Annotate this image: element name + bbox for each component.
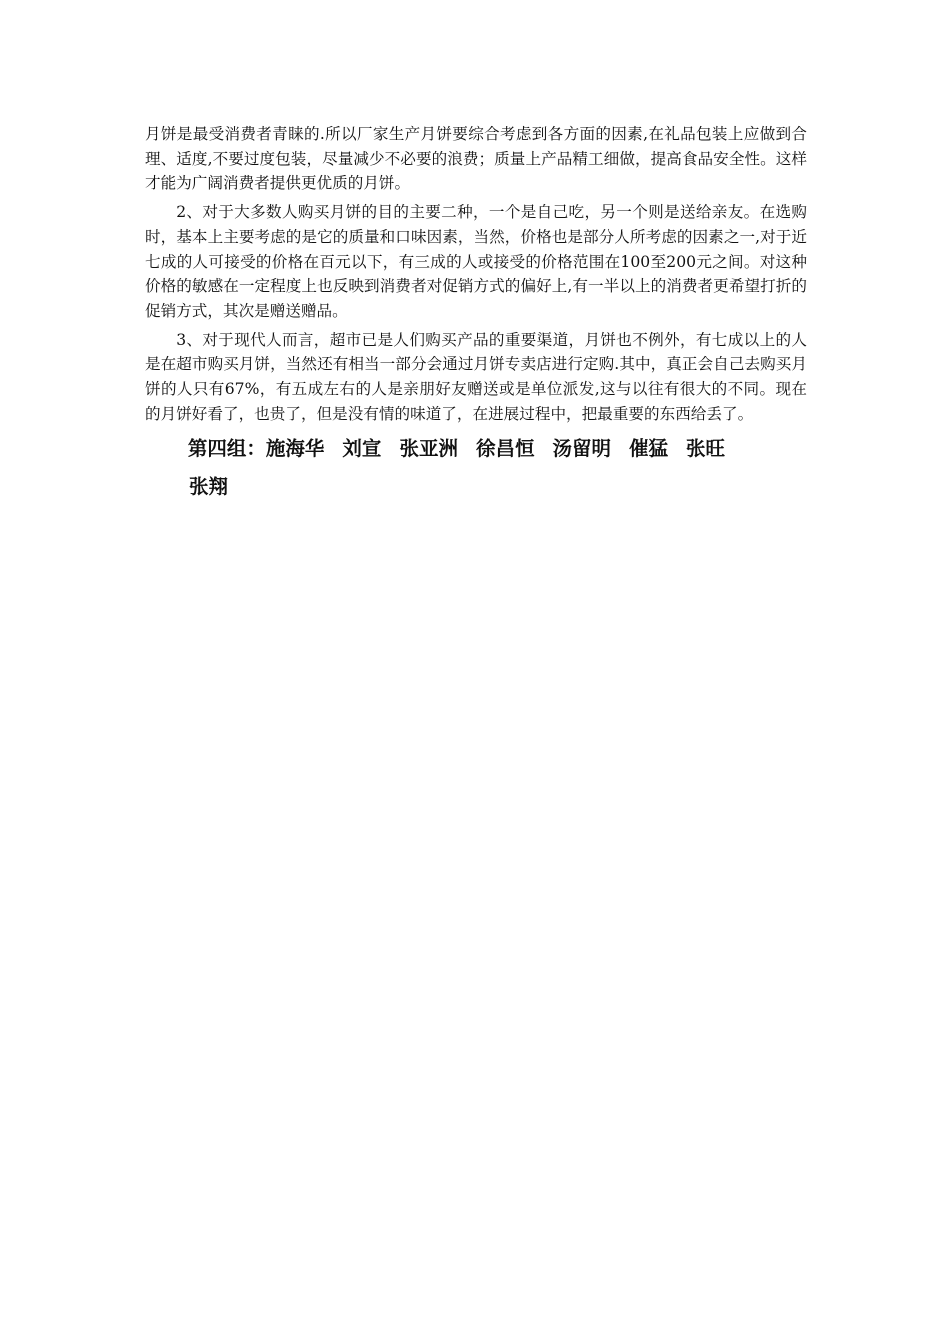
group-member: 张旺 bbox=[686, 437, 726, 461]
paragraph-1: 月饼是最受消费者青睐的.所以厂家生产月饼要综合考虑到各方面的因素,在礼品包装上应做到合理、适度,不要过度包装，尽量减少不必要的浪费；质量上产品精工细做，提高食品安全性。这样才能为广阔消费者提供更优质的月饼。 bbox=[145, 125, 807, 193]
paragraph-2: 2、对于大多数人购买月饼的目的主要二种，一个是自己吃，另一个则是送给亲友。在选购时，基本上主要考虑的是它的质量和口味因素，当然，价格也是部分人所考虑的因素之一,对于近七成的人可接受的价格在百元以下，有三成的人或接受的价格范围在100至200元之间。对这种价格的敏感在一定程度上也反映到消费者对促销方式的偏好上,有一半以上的消费者更希望打折的促销方式，其次是赠送赠品。 bbox=[145, 203, 807, 320]
group-member: 张亚洲 bbox=[399, 437, 458, 461]
paragraph-3: 3、对于现代人而言，超市已是人们购买产品的重要渠道，月饼也不例外，有七成以上的人是在超市购买月饼，当然还有相当一部分会通过月饼专卖店进行定购.其中，真正会自己去购买月饼的人只有67%，有五成左右的人是亲朋好友赠送或是单位派发,这与以往有很大的不同。现在的月饼好看了，也贵了，但是没有情的味道了，在进展过程中，把最重要的东西给丢了。 bbox=[145, 330, 807, 423]
group-member: 张翔 bbox=[189, 475, 229, 499]
group-member: 汤留明 bbox=[552, 437, 611, 461]
group-members-continuation bbox=[145, 472, 807, 502]
group-member: 刘宣 bbox=[342, 437, 382, 461]
group-member: 徐昌恒 bbox=[475, 437, 535, 461]
group-label: 第四组： bbox=[187, 437, 266, 461]
group-member: 催猛 bbox=[628, 437, 668, 461]
group-members-line bbox=[145, 434, 807, 464]
group-member: 施海华 bbox=[265, 437, 325, 461]
document-page bbox=[145, 122, 807, 502]
